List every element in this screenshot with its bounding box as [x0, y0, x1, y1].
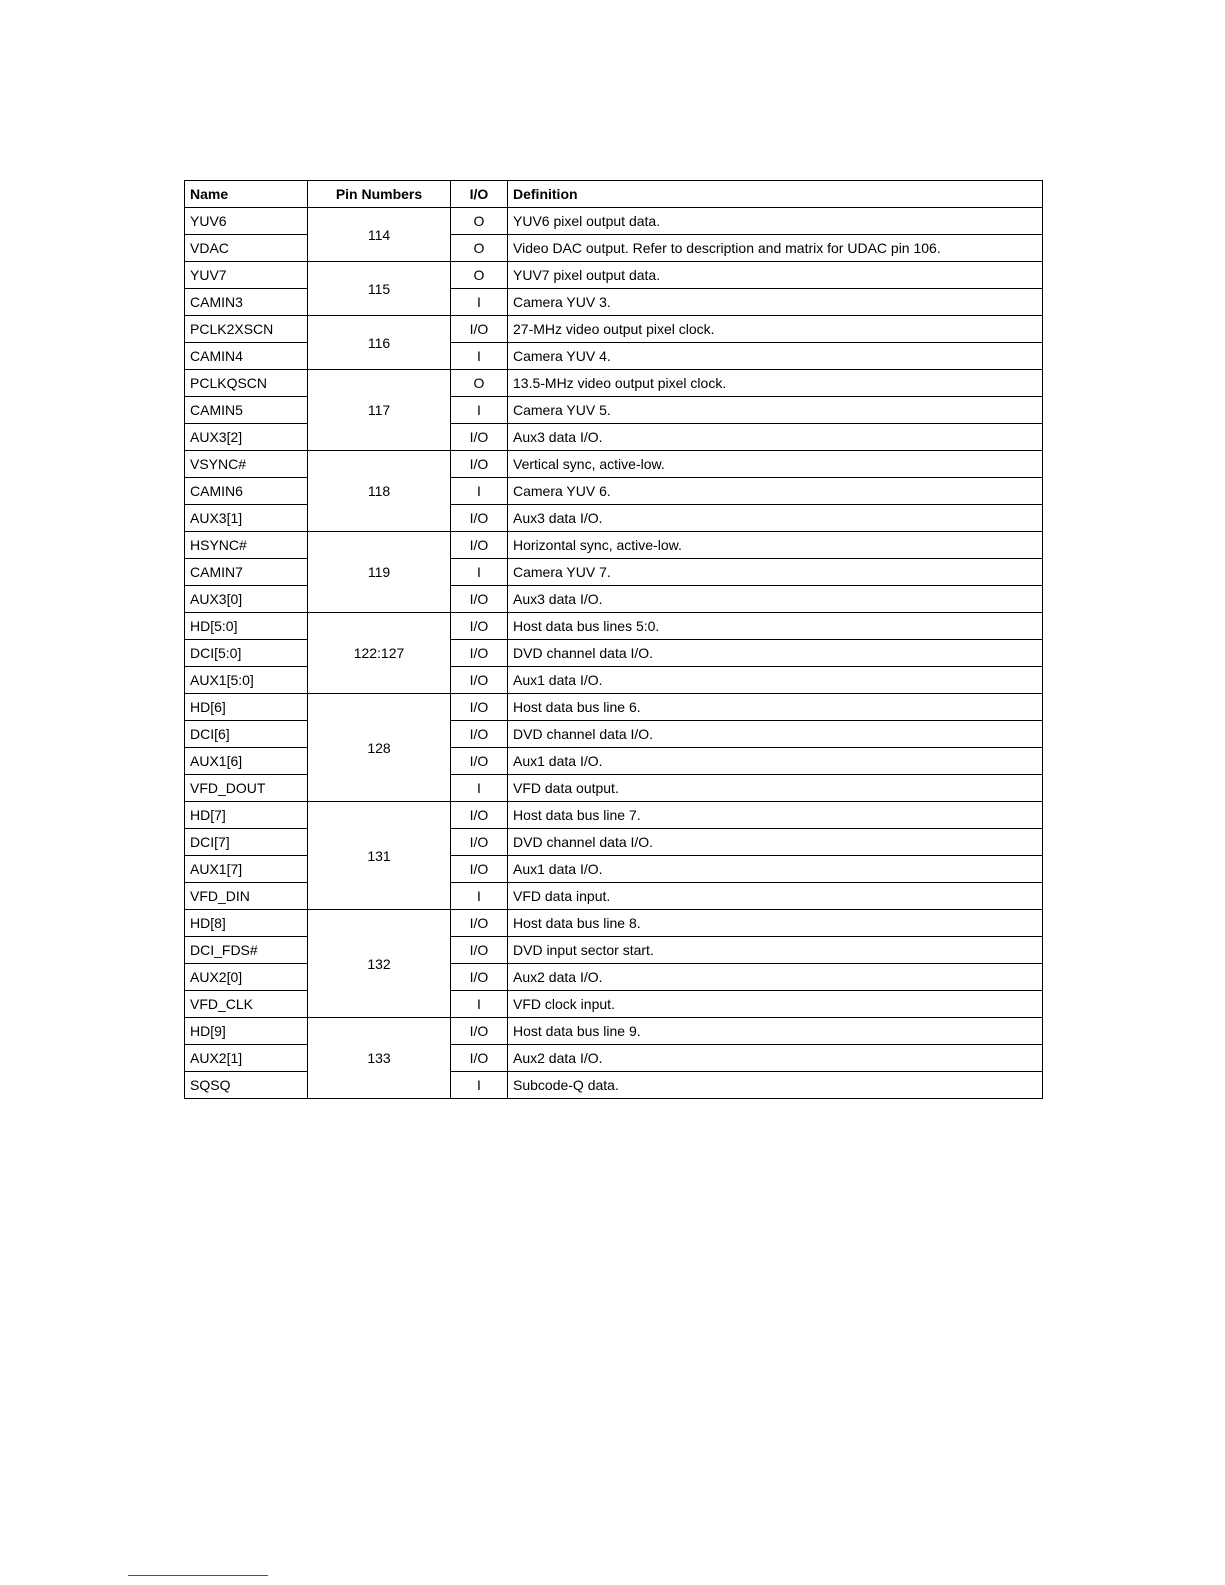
io-cell: I/O — [451, 721, 508, 748]
table-row — [185, 262, 1043, 289]
io-cell: O — [451, 235, 508, 262]
definition-cell: Host data bus line 9. — [508, 1018, 1043, 1045]
definition-cell: Aux2 data I/O. — [508, 1045, 1043, 1072]
signal-name-cell: DCI[5:0] — [185, 640, 308, 667]
signal-name-cell: DCI[6] — [185, 721, 308, 748]
definition-cell: Aux1 data I/O. — [508, 856, 1043, 883]
io-cell: I/O — [451, 586, 508, 613]
table-row — [185, 694, 1043, 721]
table-body — [185, 208, 1043, 1099]
pin-number-cell: 114 — [308, 208, 451, 262]
table-row — [185, 910, 1043, 937]
io-cell: O — [451, 370, 508, 397]
definition-cell: DVD channel data I/O. — [508, 640, 1043, 667]
pin-number-cell: 131 — [308, 802, 451, 910]
signal-name-cell: HD[7] — [185, 802, 308, 829]
pin-number-cell: 128 — [308, 694, 451, 802]
table-row — [185, 613, 1043, 640]
pin-definition-table — [184, 180, 1043, 1099]
signal-name-cell: PCLK2XSCN — [185, 316, 308, 343]
definition-cell: Aux1 data I/O. — [508, 748, 1043, 775]
definition-cell: YUV7 pixel output data. — [508, 262, 1043, 289]
definition-cell: Vertical sync, active-low. — [508, 451, 1043, 478]
io-cell: I/O — [451, 451, 508, 478]
signal-name-cell: VFD_DIN — [185, 883, 308, 910]
table-row — [185, 1018, 1043, 1045]
io-cell: I — [451, 883, 508, 910]
signal-name-cell: AUX2[1] — [185, 1045, 308, 1072]
io-cell: I — [451, 559, 508, 586]
signal-name-cell: AUX2[0] — [185, 964, 308, 991]
io-cell: I — [451, 397, 508, 424]
header-io: I/O — [451, 181, 508, 208]
io-cell: I/O — [451, 937, 508, 964]
io-cell: I/O — [451, 856, 508, 883]
definition-cell: Host data bus line 7. — [508, 802, 1043, 829]
definition-cell: VFD clock input. — [508, 991, 1043, 1018]
io-cell: I — [451, 775, 508, 802]
signal-name-cell: VSYNC# — [185, 451, 308, 478]
signal-name-cell: PCLKQSCN — [185, 370, 308, 397]
signal-name-cell: CAMIN3 — [185, 289, 308, 316]
io-cell: O — [451, 208, 508, 235]
signal-name-cell: HD[6] — [185, 694, 308, 721]
io-cell: I — [451, 1072, 508, 1099]
signal-name-cell: HD[8] — [185, 910, 308, 937]
signal-name-cell: YUV7 — [185, 262, 308, 289]
table-row — [185, 370, 1043, 397]
definition-cell: 27-MHz video output pixel clock. — [508, 316, 1043, 343]
io-cell: I/O — [451, 667, 508, 694]
definition-cell: VFD data input. — [508, 883, 1043, 910]
table-row — [185, 802, 1043, 829]
definition-cell: DVD channel data I/O. — [508, 829, 1043, 856]
io-cell: I — [451, 289, 508, 316]
io-cell: I/O — [451, 640, 508, 667]
signal-name-cell: YUV6 — [185, 208, 308, 235]
io-cell: I/O — [451, 316, 508, 343]
io-cell: I/O — [451, 802, 508, 829]
pin-number-cell: 133 — [308, 1018, 451, 1099]
io-cell: I/O — [451, 829, 508, 856]
definition-cell: 13.5-MHz video output pixel clock. — [508, 370, 1043, 397]
pin-number-cell: 119 — [308, 532, 451, 613]
definition-cell: Aux3 data I/O. — [508, 424, 1043, 451]
definition-cell: Subcode-Q data. — [508, 1072, 1043, 1099]
table-row — [185, 316, 1043, 343]
io-cell: I/O — [451, 613, 508, 640]
definition-cell: Host data bus line 8. — [508, 910, 1043, 937]
header-pin-numbers: Pin Numbers — [308, 181, 451, 208]
pin-number-cell: 118 — [308, 451, 451, 532]
definition-cell: Horizontal sync, active-low. — [508, 532, 1043, 559]
signal-name-cell: HD[5:0] — [185, 613, 308, 640]
pin-number-cell: 115 — [308, 262, 451, 316]
definition-cell: Camera YUV 4. — [508, 343, 1043, 370]
definition-cell: Aux1 data I/O. — [508, 667, 1043, 694]
io-cell: I/O — [451, 910, 508, 937]
definition-cell: Camera YUV 7. — [508, 559, 1043, 586]
io-cell: I — [451, 478, 508, 505]
signal-name-cell: AUX3[2] — [185, 424, 308, 451]
signal-name-cell: VFD_DOUT — [185, 775, 308, 802]
signal-name-cell: AUX1[6] — [185, 748, 308, 775]
pin-number-cell: 116 — [308, 316, 451, 370]
io-cell: I — [451, 343, 508, 370]
io-cell: I/O — [451, 964, 508, 991]
signal-name-cell: SQSQ — [185, 1072, 308, 1099]
definition-cell: DVD input sector start. — [508, 937, 1043, 964]
definition-cell: Aux2 data I/O. — [508, 964, 1043, 991]
header-name: Name — [185, 181, 308, 208]
io-cell: I/O — [451, 532, 508, 559]
table-row — [185, 532, 1043, 559]
io-cell: O — [451, 262, 508, 289]
pin-number-cell: 117 — [308, 370, 451, 451]
signal-name-cell: DCI[7] — [185, 829, 308, 856]
definition-cell: Aux3 data I/O. — [508, 505, 1043, 532]
signal-name-cell: CAMIN7 — [185, 559, 308, 586]
io-cell: I — [451, 991, 508, 1018]
io-cell: I/O — [451, 694, 508, 721]
io-cell: I/O — [451, 1018, 508, 1045]
signal-name-cell: AUX3[1] — [185, 505, 308, 532]
signal-name-cell: CAMIN6 — [185, 478, 308, 505]
pin-number-cell: 122:127 — [308, 613, 451, 694]
signal-name-cell: HD[9] — [185, 1018, 308, 1045]
table-header-row — [185, 181, 1043, 208]
signal-name-cell: HSYNC# — [185, 532, 308, 559]
header-definition: Definition — [508, 181, 1043, 208]
io-cell: I/O — [451, 1045, 508, 1072]
signal-name-cell: AUX3[0] — [185, 586, 308, 613]
signal-name-cell: AUX1[5:0] — [185, 667, 308, 694]
io-cell: I/O — [451, 505, 508, 532]
footer-rule — [128, 1575, 268, 1576]
definition-cell: Camera YUV 5. — [508, 397, 1043, 424]
io-cell: I/O — [451, 424, 508, 451]
signal-name-cell: VFD_CLK — [185, 991, 308, 1018]
table-row — [185, 208, 1043, 235]
definition-cell: YUV6 pixel output data. — [508, 208, 1043, 235]
signal-name-cell: AUX1[7] — [185, 856, 308, 883]
definition-cell: Camera YUV 3. — [508, 289, 1043, 316]
io-cell: I/O — [451, 748, 508, 775]
table-row — [185, 451, 1043, 478]
definition-cell: Aux3 data I/O. — [508, 586, 1043, 613]
definition-cell: Host data bus line 6. — [508, 694, 1043, 721]
pin-number-cell: 132 — [308, 910, 451, 1018]
definition-cell: Host data bus lines 5:0. — [508, 613, 1043, 640]
signal-name-cell: CAMIN4 — [185, 343, 308, 370]
definition-cell: DVD channel data I/O. — [508, 721, 1043, 748]
definition-cell: VFD data output. — [508, 775, 1043, 802]
definition-cell: Video DAC output. Refer to description and matrix for UDAC pin 106. — [508, 235, 1043, 262]
signal-name-cell: DCI_FDS# — [185, 937, 308, 964]
signal-name-cell: VDAC — [185, 235, 308, 262]
signal-name-cell: CAMIN5 — [185, 397, 308, 424]
definition-cell: Camera YUV 6. — [508, 478, 1043, 505]
